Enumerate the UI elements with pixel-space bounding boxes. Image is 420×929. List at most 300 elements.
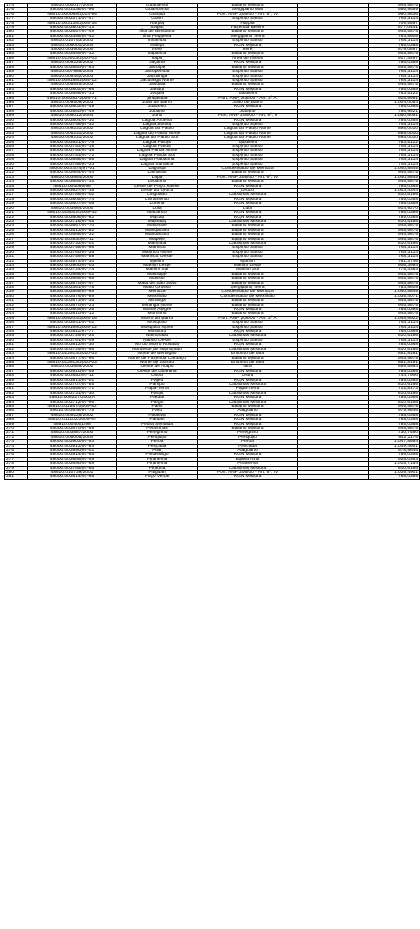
field-name-cell: Lapa	[117, 175, 198, 179]
field-name-cell: Lagoa do Paulo	[117, 127, 198, 131]
field-name-cell: Itaparica	[117, 52, 198, 56]
price-value-cell: 709,5597	[369, 21, 420, 25]
process-number-cell: 48610.012913/2010-03	[28, 360, 117, 364]
field-name-cell: Janduí	[117, 87, 198, 91]
field-name-cell: Mapele	[117, 237, 198, 241]
price-value-cell: 851,8191	[369, 360, 420, 364]
process-number-cell: 48000.003759/97-59	[28, 255, 117, 259]
oil-stream-cell: Espírito Santo	[198, 158, 298, 162]
row-number-cell: 242	[5, 303, 28, 307]
price-value-cell: 775,3383	[369, 268, 420, 272]
price-value-cell: 945,5875	[369, 83, 420, 87]
oil-stream-cell: Baiano Mistura	[198, 224, 298, 228]
field-name-cell: Norte de Sururu	[117, 360, 198, 364]
oil-stream-cell: Baiano Mistura	[198, 427, 298, 431]
field-name-cell: Morro do Barro	[117, 316, 198, 320]
process-number-cell: 48610.008001/2004	[28, 43, 117, 47]
oil-stream-cell: Condensado de Merluza	[198, 167, 298, 171]
row-number-cell: 249	[5, 334, 28, 338]
row-number-cell: 228	[5, 241, 28, 245]
oil-stream-cell: RGN Mistura	[198, 43, 298, 47]
row-number-cell: 244	[5, 312, 28, 316]
field-name-cell: Juazeiro	[117, 105, 198, 109]
oil-stream-cell: RGN Mistura	[198, 202, 298, 206]
process-number-cell: 48000.003657/97-49	[28, 30, 117, 34]
process-number-cell: 48000.003669/97-49	[28, 457, 117, 461]
row-number-cell: 185	[5, 52, 28, 56]
price-value-cell: 730,7480	[369, 431, 420, 435]
price-value-cell: 810,6166	[369, 334, 420, 338]
oil-stream-cell: Papa-Terra	[198, 387, 298, 391]
price-value-cell: 945,5875	[369, 277, 420, 281]
price-value-cell: 810,6166	[369, 466, 420, 470]
field-name-cell: Peroá	[117, 440, 198, 444]
field-name-cell: Mosquito	[117, 321, 198, 325]
oil-stream-cell: Entorno de Iara	[198, 360, 298, 364]
row-number-cell: 191	[5, 78, 28, 82]
oil-stream-cell: Espírito Santo	[198, 39, 298, 43]
row-number-cell: 264	[5, 400, 28, 404]
row-number-cell: 238	[5, 286, 28, 290]
oil-stream-cell: RGN Mistura	[198, 396, 298, 400]
row-number-cell: 253	[5, 352, 28, 356]
row-number-cell: 234	[5, 268, 28, 272]
field-name-cell: Mato Grosso	[117, 286, 198, 290]
process-number-cell: 48610.009231/2002	[28, 131, 117, 135]
oil-stream-cell: RGN Mistura	[198, 308, 298, 312]
row-number-cell: 232	[5, 259, 28, 263]
field-name-cell: Massuí	[117, 277, 198, 281]
field-name-cell: Mosquito Norte	[117, 325, 198, 329]
oil-stream-cell: Entorno de Iara	[198, 352, 298, 356]
row-number-cell: 241	[5, 299, 28, 303]
process-number-cell: 48000.003724/97-74	[28, 268, 117, 272]
process-number-cell: 48000.003805/97-74	[28, 197, 117, 201]
row-number-cell: 252	[5, 347, 28, 351]
price-value-cell: 978,9646	[369, 449, 420, 453]
row-number-cell: 239	[5, 290, 28, 294]
row-number-cell: 263	[5, 396, 28, 400]
oil-stream-cell: Condensado de Mexilhão	[198, 294, 298, 298]
price-value-cell: 785,0368	[369, 330, 420, 334]
oil-stream-cell: RGN Mistura	[198, 343, 298, 347]
oil-stream-cell: Piranema	[198, 462, 298, 466]
oil-stream-cell: Cabiúnas Mistura	[198, 193, 298, 197]
oil-stream-cell: Espírito Santo	[198, 255, 298, 259]
process-number-cell: 48000.003754/97-35	[28, 149, 117, 153]
row-number-cell: 212	[5, 171, 28, 175]
process-number-cell: 48000.003912/97-84	[28, 444, 117, 448]
price-value-cell: 786,9521	[369, 109, 420, 113]
price-value-cell: 764,3114	[369, 153, 420, 157]
field-name-cell: Namorado	[117, 334, 198, 338]
row-number-cell: 227	[5, 237, 28, 241]
row-number-cell: 190	[5, 74, 28, 78]
process-number-cell: 48610.000017/2004	[28, 4, 117, 8]
oil-stream-cell: Baleia Azul	[198, 457, 298, 461]
field-name-cell: Jacutinga	[117, 74, 198, 78]
oil-stream-cell: RGN Mistura	[198, 215, 298, 219]
price-value-cell: 879,0697	[369, 48, 420, 52]
field-name-cell: Marlim Leste	[117, 263, 198, 267]
price-value-cell: 945,5875	[369, 427, 420, 431]
row-number-cell: 217	[5, 193, 28, 197]
row-number-cell: 219	[5, 202, 28, 206]
row-number-cell: 182	[5, 39, 28, 43]
row-number-cell: 247	[5, 325, 28, 329]
price-value-cell: 810,6166	[369, 391, 420, 395]
process-number-cell: 48000.003668/97-56	[28, 158, 117, 162]
oil-stream-cell: Port. ANP 206/00 - Art. 6º, IV	[198, 471, 298, 475]
row-number-cell: 268	[5, 418, 28, 422]
price-value-cell: 1.004,0054	[369, 100, 420, 104]
field-name-cell: Guaricema	[117, 8, 198, 12]
oil-stream-cell: Marlim Sul	[198, 268, 298, 272]
row-number-cell: 281	[5, 475, 28, 479]
price-value-cell: 1.015,7154	[369, 462, 420, 466]
oil-stream-cell: Baiano Mistura	[198, 404, 298, 408]
price-value-cell: 785,0368	[369, 343, 420, 347]
price-value-cell: 764,3114	[369, 250, 420, 254]
process-number-cell: 48610.006645/2003	[28, 83, 117, 87]
oil-stream-cell: Baiano Mistura	[198, 228, 298, 232]
row-number-cell: 236	[5, 277, 28, 281]
process-number-cell: 48000.003753/97-72	[28, 153, 117, 157]
process-number-cell: 48000.003716/97-46	[28, 219, 117, 223]
field-name-cell: Lagoa Parda Norte	[117, 149, 198, 153]
field-name-cell: Pargo	[117, 400, 198, 404]
field-name-cell: Linguado	[117, 193, 198, 197]
process-number-cell: 48000.003814/97-65	[28, 475, 117, 479]
price-value-cell: 764,3114	[369, 145, 420, 149]
oil-stream-cell: Lagoa do Paulo Norte	[198, 131, 298, 135]
oil-stream-cell: Baiano Mistura	[198, 233, 298, 237]
oil-stream-cell: Espírito Santo	[198, 321, 298, 325]
field-name-cell: Leodório	[117, 180, 198, 184]
process-number-cell: 48000.003677/97-96	[28, 356, 117, 360]
process-number-cell: 48000.003371/97-47	[28, 17, 117, 21]
process-number-cell: 48610.011557/2009-52	[28, 404, 117, 408]
oil-stream-cell: Tabuleiro	[198, 92, 298, 96]
price-value-cell: 917,4497	[369, 56, 420, 60]
process-number-cell: 48610.003848/97-75	[28, 409, 117, 413]
process-number-cell: 48000.003513/97-82	[28, 228, 117, 232]
row-number-cell: 177	[5, 17, 28, 21]
row-number-cell: 259	[5, 378, 28, 382]
oil-stream-cell: Baiano Mistura	[198, 272, 298, 276]
oil-stream-cell: Espírito Santo	[198, 338, 298, 342]
row-number-cell: 226	[5, 233, 28, 237]
oil-stream-cell: Cabiúnas Mistura	[198, 466, 298, 470]
price-value-cell: 945,5875	[369, 272, 420, 276]
price-value-cell: 785,0368	[369, 369, 420, 373]
oil-stream-cell: Cabiúnas Mistura	[198, 219, 298, 223]
field-name-cell: Jaçanã	[117, 61, 198, 65]
row-number-cell: 224	[5, 224, 28, 228]
oil-stream-cell: Marlim Leste	[198, 263, 298, 267]
field-name-cell: Lagoa Suruaca	[117, 162, 198, 166]
price-value-cell: 806,3994	[369, 263, 420, 267]
oil-stream-cell: Iara	[198, 365, 298, 369]
price-value-cell: 1.040,8845	[369, 167, 420, 171]
field-name-cell: Mariricu	[117, 246, 198, 250]
price-value-cell: 764,3114	[369, 78, 420, 82]
row-number-cell: 274	[5, 444, 28, 448]
price-value-cell: 764,3114	[369, 17, 420, 21]
process-number-cell: 48000.003731/97-30	[28, 391, 117, 395]
field-name-cell: Piraúna	[117, 466, 198, 470]
row-number-cell: 223	[5, 219, 28, 223]
price-value-cell: 1.003,4344	[369, 189, 420, 193]
row-number-cell: 233	[5, 263, 28, 267]
oil-stream-cell: Marlim	[198, 259, 298, 263]
oil-stream-cell: Baiano Mistura	[198, 4, 298, 8]
process-number-cell: 48000.003900/2000	[28, 48, 117, 52]
row-number-cell: 188	[5, 65, 28, 69]
row-number-cell: 230	[5, 250, 28, 254]
oil-stream-cell: Espírito Santo	[198, 250, 298, 254]
oil-stream-cell: Alagoano	[198, 449, 298, 453]
price-value-cell: 810,6166	[369, 193, 420, 197]
field-name-cell: Mariricu Oeste	[117, 255, 198, 259]
process-number-cell: 48610.009231/2002	[28, 136, 117, 140]
price-value-cell: 785,0368	[369, 43, 420, 47]
oil-stream-cell: Condensado de Merluza	[198, 290, 298, 294]
process-number-cell: 48000.003809/97-25	[28, 308, 117, 312]
price-value-cell: 781,3746	[369, 259, 420, 263]
row-number-cell: 204	[5, 136, 28, 140]
oil-stream-cell: Baiano Mistura	[198, 180, 298, 184]
process-number-cell: 48000.003804/97-10	[28, 118, 117, 122]
row-number-cell: 213	[5, 175, 28, 179]
row-number-cell: 277	[5, 457, 28, 461]
price-value-cell: 785,0368	[369, 202, 420, 206]
process-number-cell: 48000.003665/97-15	[28, 180, 117, 184]
process-number-cell: 48610.008227/2002A	[28, 396, 117, 400]
price-value-cell: 945,5875	[369, 237, 420, 241]
process-number-cell: 48610.009225/2002	[28, 61, 117, 65]
row-number-cell: 262	[5, 391, 28, 395]
field-name-cell: Inhambu	[117, 39, 198, 43]
process-number-cell: 48000.003630/97-11	[28, 237, 117, 241]
oil-stream-cell: Baiano Mistura	[198, 299, 298, 303]
row-number-cell: 209	[5, 158, 28, 162]
oil-stream-cell: Tabuleiro	[198, 140, 298, 144]
price-value-cell: 945,5875	[369, 4, 420, 8]
oil-stream-cell: Espírito Santo	[198, 70, 298, 74]
oil-stream-cell: Peroá	[198, 440, 298, 444]
price-value-cell: 945,5875	[369, 281, 420, 285]
row-number-cell: 278	[5, 462, 28, 466]
field-name-cell: Lula	[117, 206, 198, 210]
oil-stream-cell: Espírito Santo	[198, 246, 298, 250]
field-name-cell: Icapuí	[117, 26, 198, 30]
field-name-cell: Jubarte	[117, 109, 198, 113]
row-number-cell: 276	[5, 453, 28, 457]
oil-stream-cell: Baiano Mistura	[198, 52, 298, 56]
oil-stream-cell: Lagoa do Paulo Norte	[198, 127, 298, 131]
row-number-cell: 181	[5, 34, 28, 38]
price-value-cell: 764,3114	[369, 338, 420, 342]
process-number-cell: 48000.003761/97-09	[28, 338, 117, 342]
field-name-cell: Jacutinga Norte	[117, 78, 198, 82]
process-number-cell: 48000.003900/97-03	[28, 263, 117, 267]
oil-stream-cell: Port. ANP 206/00 - Art. 6º, IV	[198, 175, 298, 179]
field-name-cell: Leste do Urucu	[117, 189, 198, 193]
process-number-cell: 48610.003884/2000	[28, 206, 117, 210]
price-value-cell: 978,9646	[369, 409, 420, 413]
oil-stream-cell: RGN Mistura	[198, 378, 298, 382]
row-number-cell: 198	[5, 109, 28, 113]
oil-stream-cell: Baiano Mistura	[198, 312, 298, 316]
price-value-cell: 712,8173	[369, 387, 420, 391]
row-number-cell: 180	[5, 30, 28, 34]
field-name-cell: Irerê	[117, 48, 198, 52]
field-name-cell: Lagoa Piabanha	[117, 158, 198, 162]
row-number-cell: 184	[5, 48, 28, 52]
oil-stream-cell: Baiano Mistura	[198, 303, 298, 307]
oil-stream-cell: Port. ANP 206/00 - Art. 6º, IV	[198, 12, 298, 16]
price-value-cell: 1.039,4901	[369, 471, 420, 475]
row-number-cell: 275	[5, 449, 28, 453]
row-number-cell: 255	[5, 360, 28, 364]
row-number-cell: 203	[5, 131, 28, 135]
process-number-cell: 48000.003806/97-62	[28, 215, 117, 219]
row-number-cell: 178	[5, 21, 28, 25]
process-number-cell: 48000.003556/97-71	[28, 387, 117, 391]
price-value-cell: 764,3114	[369, 325, 420, 329]
price-value-cell: 956,9599	[369, 8, 420, 12]
price-value-cell: 945,5875	[369, 171, 420, 175]
price-value-cell: 945,5875	[369, 303, 420, 307]
row-number-cell: 186	[5, 56, 28, 60]
oil-stream-cell: Pescada	[198, 444, 298, 448]
oil-stream-cell: RGN Mistura	[198, 118, 298, 122]
process-number-cell: 48000.003670/97-47	[28, 281, 117, 285]
field-name-cell: Lagoa Bonita	[117, 122, 198, 126]
price-value-cell: 785,0368	[369, 215, 420, 219]
oil-stream-cell: Sergipano Mar	[198, 8, 298, 12]
oil-stream-cell: Espírito Santo	[198, 149, 298, 153]
process-number-cell: 48000.003801/97-13	[28, 26, 117, 30]
row-number-cell: 215	[5, 184, 28, 188]
field-name-cell: Peregrino	[117, 431, 198, 435]
process-number-cell: 48610.004099/98	[28, 184, 117, 188]
price-value-cell: 945,5875	[369, 233, 420, 237]
price-value-cell: 764,3114	[369, 158, 420, 162]
process-number-cell: 48610.003886/2000	[28, 365, 117, 369]
oil-stream-cell: Lula	[198, 206, 298, 210]
field-name-cell: Poço Verde	[117, 475, 198, 479]
row-number-cell: 208	[5, 153, 28, 157]
price-value-cell: 945,5875	[369, 404, 420, 408]
price-value-cell: 859,5984	[369, 365, 420, 369]
oil-stream-cell: Espírito Santo	[198, 153, 298, 157]
row-number-cell: 257	[5, 369, 28, 373]
row-number-cell: 199	[5, 114, 28, 118]
process-number-cell: 48000.003765/97-65	[28, 466, 117, 470]
process-number-cell: 48000.003812/97-30	[28, 343, 117, 347]
extra-cell-cell	[298, 475, 369, 479]
field-name-cell: Livramento	[117, 197, 198, 201]
price-value-cell: 764,3114	[369, 162, 420, 166]
price-value-cell: 914,9270	[369, 206, 420, 210]
row-number-cell: 210	[5, 162, 28, 166]
process-number-cell: 48610.008012/2004	[28, 114, 117, 118]
price-value-cell: 783,8608	[369, 286, 420, 290]
row-number-cell: 267	[5, 413, 28, 417]
oil-stream-cell: Port. ANP 206/00 - Art. 6º, II	[198, 114, 298, 118]
price-value-cell: 925,0363	[369, 457, 420, 461]
row-number-cell: 193	[5, 87, 28, 91]
field-name-cell: Piranema	[117, 457, 198, 461]
price-value-cell: 785,0368	[369, 105, 420, 109]
oil-stream-cell: RGN Mistura	[198, 330, 298, 334]
process-number-cell: 48000.003814/97-65	[28, 453, 117, 457]
field-name-cell: Norte de Berbigão	[117, 352, 198, 356]
field-name-cell: Guriatã	[117, 12, 198, 16]
process-number-cell: 48000.003673/97-35	[28, 299, 117, 303]
field-name-cell: Lagoa do Paulo Norte	[117, 131, 198, 135]
oil-stream-cell: Espírito Santo	[198, 162, 298, 166]
price-value-cell: 785,0368	[369, 61, 420, 65]
field-name-cell: No do Morro Rosado	[117, 343, 198, 347]
process-number-cell: 48610.009189/2005-12	[28, 325, 117, 329]
oil-stream-cell: Baiano Mistura	[198, 277, 298, 281]
oil-stream-cell: Peregrino	[198, 431, 298, 435]
process-number-cell: 48000.003667/97-70	[28, 224, 117, 228]
process-number-cell: 48000.003668/97-02	[28, 272, 117, 276]
field-name-cell: Oeste de Atapu	[117, 365, 198, 369]
price-value-cell: 764,3114	[369, 255, 420, 259]
process-number-cell: 48000.003729/97-25	[28, 334, 117, 338]
process-number-cell: 48610.010739/2001	[28, 471, 117, 475]
oil-stream-cell: Espírito Santo	[198, 145, 298, 149]
field-name-cell: Nordeste de Namorado	[117, 347, 198, 351]
row-number-cell: 260	[5, 382, 28, 386]
process-number-cell: 48000.003664/97-44	[28, 171, 117, 175]
oil-stream-cell: Cabiúnas Mistura	[198, 391, 298, 395]
row-number-cell: 279	[5, 466, 28, 470]
field-name-cell: Ilha de Bimbarra	[117, 30, 198, 34]
oil-stream-cell: Ostra	[198, 374, 298, 378]
row-number-cell: 258	[5, 374, 28, 378]
process-number-cell: 48000.003666/97-13	[28, 92, 117, 96]
oil-stream-cell: RGN Mistura	[198, 197, 298, 201]
oil-stream-cell: RGN Mistura	[198, 422, 298, 426]
field-name-cell: Pescada	[117, 444, 198, 448]
field-name-cell: Itapu	[117, 56, 198, 60]
field-name-cell: Malhado	[117, 219, 198, 223]
row-number-cell: 194	[5, 92, 28, 96]
price-value-cell: 945,5875	[369, 30, 420, 34]
price-value-cell: 810,6166	[369, 219, 420, 223]
price-value-cell: 764,3114	[369, 321, 420, 325]
field-name-cell: Marlim	[117, 259, 198, 263]
price-value-cell: 764,3114	[369, 122, 420, 126]
price-value-cell: 785,0368	[369, 418, 420, 422]
price-value-cell: 785,0368	[369, 308, 420, 312]
field-name-cell: Ostra	[117, 374, 198, 378]
process-number-cell: 48000.003752/97-18	[28, 145, 117, 149]
row-number-cell: 251	[5, 343, 28, 347]
row-number-cell: 189	[5, 70, 28, 74]
price-value-cell: 945,5875	[369, 356, 420, 360]
oil-stream-cell: Cabiúnas Mistura	[198, 334, 298, 338]
field-name-cell: Monte Alegre	[117, 308, 198, 312]
price-value-cell: 785,0368	[369, 475, 420, 479]
field-name-cell: Iraúna	[117, 43, 198, 47]
